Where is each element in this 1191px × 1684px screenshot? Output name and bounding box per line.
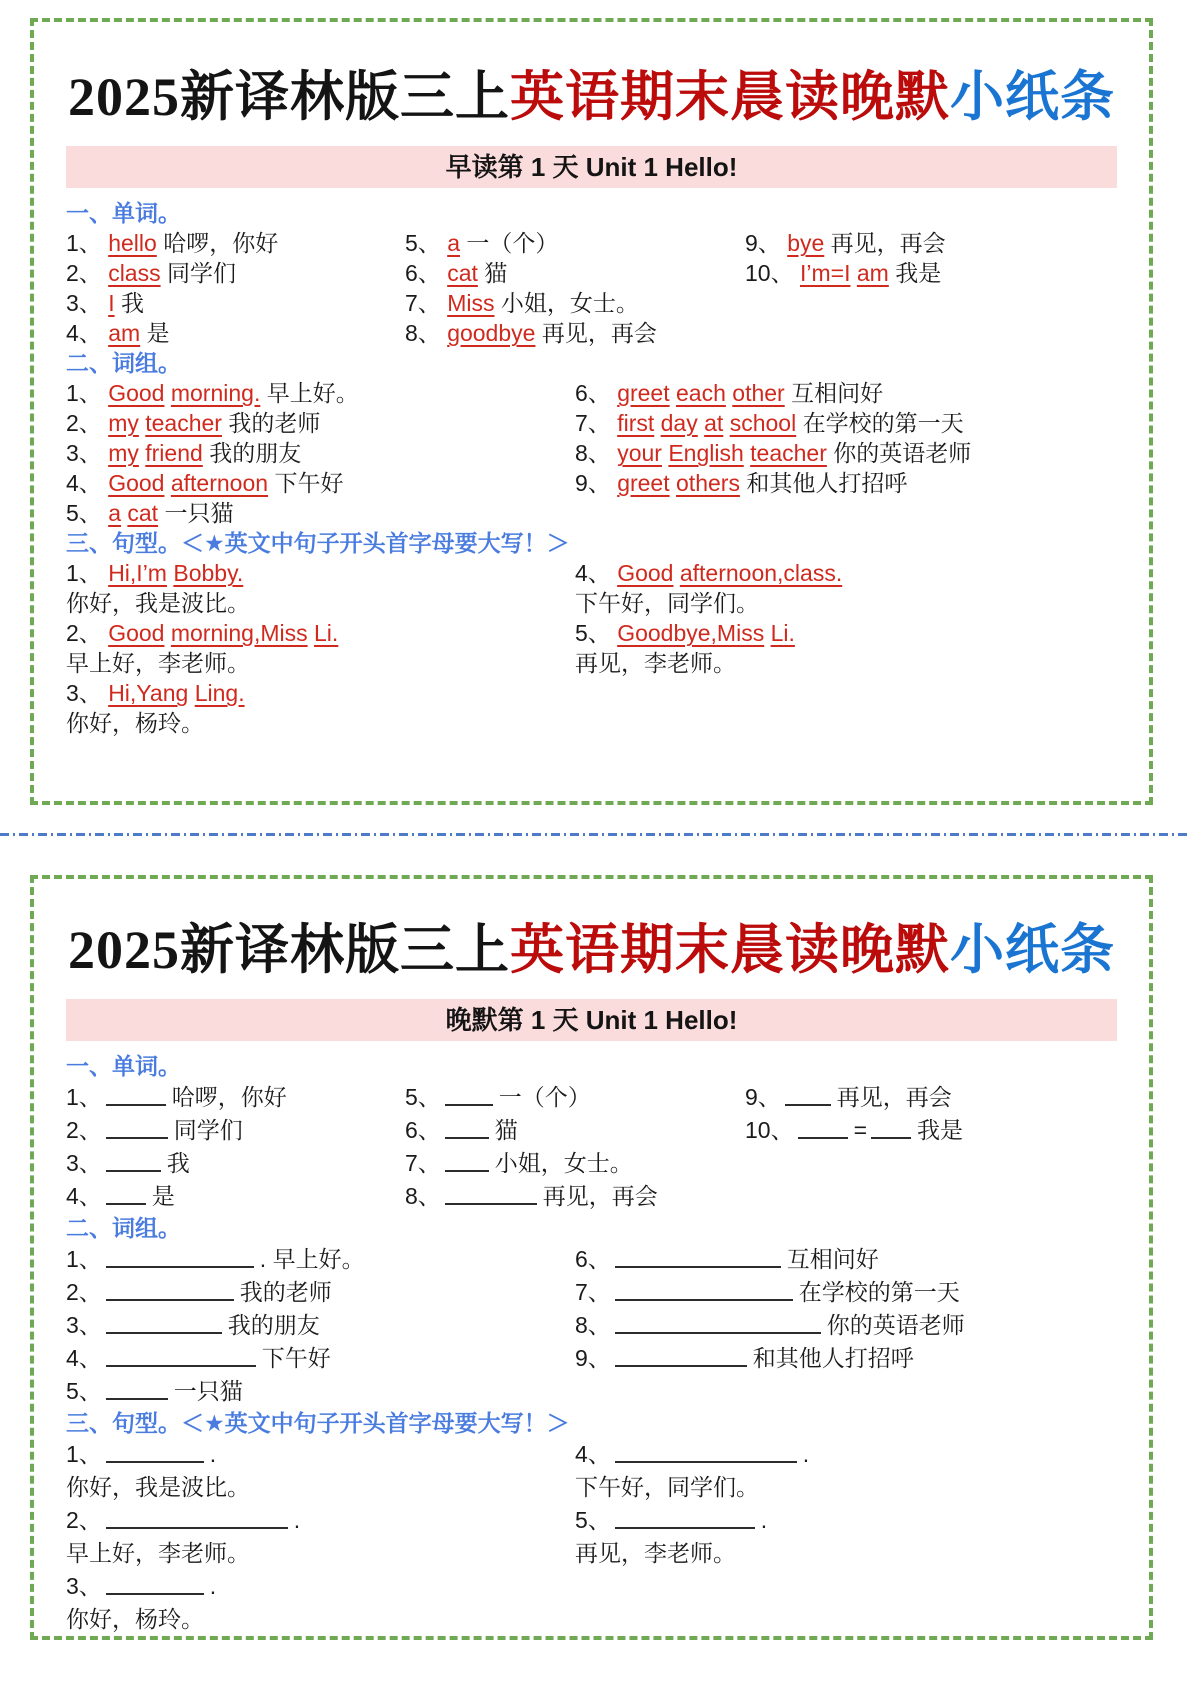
english-term: greet each other (617, 380, 785, 406)
sentence-list-col (66, 1438, 575, 1636)
chinese-text: 我的老师 (239, 1279, 332, 1305)
blank-line (798, 1118, 848, 1139)
sentence-translation: 再见，李老师。 (575, 650, 736, 676)
item-number: 10、 (745, 260, 794, 286)
english-term: Good afternoon,class. (617, 560, 843, 586)
sentence-translation: 早上好，李老师。 (66, 650, 250, 676)
chinese-text: 我的老师 (228, 410, 321, 436)
item-number: 4、 (66, 470, 102, 496)
chinese-text: 我 (166, 1150, 190, 1176)
item-number: 8、 (405, 1183, 441, 1209)
title-part-note: 小纸条 (950, 67, 1115, 127)
list-item (575, 618, 1117, 648)
item-number: 1、 (66, 1084, 102, 1110)
item-number: 4、 (575, 560, 611, 586)
blank-line (106, 1346, 256, 1367)
list-item (66, 1276, 575, 1309)
english-term: cat (447, 260, 478, 286)
sentence-translation: 下午好，同学们。 (575, 590, 759, 616)
english-term: your English teacher (617, 440, 827, 466)
english-term: my friend (108, 440, 203, 466)
blank-line (445, 1151, 489, 1172)
title-part-note: 小纸条 (950, 920, 1115, 980)
item-number: 1、 (66, 1441, 102, 1467)
chinese-text: 哈啰，你好 (163, 230, 279, 256)
word-list-col (745, 1081, 1117, 1147)
english-term: Good morning. (108, 380, 261, 406)
list-item (66, 1309, 575, 1342)
chinese-text: 你的英语老师 (833, 440, 972, 466)
sentence-translation: 你好，杨玲。 (66, 1606, 204, 1632)
chinese-text: . (209, 1441, 217, 1467)
item-number: 6、 (575, 380, 611, 406)
item-number: 9、 (575, 470, 611, 496)
list-item (66, 1342, 575, 1375)
chinese-text: 下午好 (274, 470, 344, 496)
english-term: Good afternoon (108, 470, 269, 496)
item-number: 5、 (405, 230, 441, 256)
word-list-col (66, 1081, 405, 1213)
item-number: 7、 (405, 1150, 441, 1176)
english-term: class (108, 260, 161, 286)
item-number: 4、 (66, 1345, 102, 1371)
chinese-text: 下午好 (261, 1345, 331, 1371)
english-term: am (108, 320, 141, 346)
panel-evening-dictation (30, 875, 1153, 1640)
blank-line (106, 1118, 168, 1139)
english-term: a cat (108, 500, 159, 526)
phrase-list-col (66, 1243, 575, 1408)
list-item (66, 1375, 575, 1408)
blank-line (615, 1280, 793, 1301)
chinese-text: 猫 (484, 260, 508, 286)
item-number: 10、 (745, 1117, 794, 1143)
item-number: 2、 (66, 620, 102, 646)
chinese-text: 互相问好 (786, 1246, 879, 1272)
list-item (66, 288, 405, 318)
item-number: 2、 (66, 260, 102, 286)
chinese-text: 你的英语老师 (826, 1312, 965, 1338)
list-item (66, 1147, 405, 1180)
list-item (575, 1342, 1117, 1375)
phrase-list-col (575, 378, 1117, 498)
item-number: 3、 (66, 1312, 102, 1338)
item-number: 5、 (405, 1084, 441, 1110)
blank-line (106, 1280, 234, 1301)
list-item (66, 618, 575, 648)
chinese-text: . (209, 1573, 217, 1599)
item-number: 3、 (66, 680, 102, 706)
blank-line (106, 1574, 204, 1595)
item-number: 3、 (66, 1573, 102, 1599)
blank-line (445, 1118, 489, 1139)
list-item (575, 1438, 1117, 1471)
blank-line (106, 1151, 161, 1172)
sentence-list (66, 1438, 1117, 1636)
list-item (66, 558, 575, 588)
title-part-edition: 2025新译林版三上 (68, 920, 510, 980)
list-item (575, 378, 1117, 408)
sentence-translation: 早上好，李老师。 (66, 1540, 250, 1566)
phrase-list-col (575, 1243, 1117, 1375)
blank-line (615, 1442, 797, 1463)
list-item (66, 1243, 575, 1276)
item-number: 6、 (405, 1117, 441, 1143)
word-list-col (66, 228, 405, 348)
list-item (66, 378, 575, 408)
english-term: greet others (617, 470, 740, 496)
sentence-list-col (66, 558, 575, 738)
blank-line (785, 1085, 831, 1106)
list-item (66, 438, 575, 468)
chinese-text: 哈啰，你好 (171, 1084, 287, 1110)
section-heading-phrases: 二、词组。 (66, 350, 181, 376)
page-title (66, 66, 1117, 128)
item-number: 8、 (405, 320, 441, 346)
chinese-text: 一只猫 (173, 1378, 243, 1404)
english-term: Miss (447, 290, 495, 316)
list-item (405, 288, 745, 318)
list-item (66, 228, 405, 258)
blank-line (615, 1247, 781, 1268)
list-item (745, 1081, 1117, 1114)
section-heading-words: 一、单词。 (66, 1053, 181, 1079)
cut-line-divider (0, 833, 1191, 836)
english-term: bye (787, 230, 825, 256)
list-item (575, 408, 1117, 438)
list-item (405, 1147, 745, 1180)
blank-line (615, 1313, 821, 1334)
sentence-translation: 你好，我是波比。 (66, 1474, 250, 1500)
list-item (66, 1570, 575, 1603)
chinese-text: 我是 (895, 260, 942, 286)
list-item (66, 1114, 405, 1147)
item-number: 1、 (66, 380, 102, 406)
list-item (405, 1114, 745, 1147)
chinese-text: 早上好。 (266, 380, 359, 406)
blank-line (106, 1442, 204, 1463)
chinese-text: 一（个） (466, 230, 559, 256)
word-list (66, 228, 1117, 348)
list-item (66, 1180, 405, 1213)
sentence-translation: 你好，我是波比。 (66, 590, 250, 616)
list-item (405, 228, 745, 258)
list-item (575, 1309, 1117, 1342)
english-term: Goodbye,Miss Li. (617, 620, 795, 646)
list-item (405, 318, 745, 348)
item-number: 1、 (66, 230, 102, 256)
item-number: 8、 (575, 440, 611, 466)
chinese-text: 一（个） (498, 1084, 591, 1110)
blank-line (445, 1184, 537, 1205)
chinese-text: 同学们 (166, 260, 236, 286)
day-banner: 晚默第 1 天 Unit 1 Hello! (66, 999, 1117, 1041)
chinese-text: . (760, 1507, 768, 1533)
section-heading-sentences: 三、句型。＜★英文中句子开头首字母要大写！＞ (66, 1410, 570, 1436)
english-term: Good morning,Miss Li. (108, 620, 339, 646)
section-heading-sentences: 三、句型。＜★英文中句子开头首字母要大写！＞ (66, 530, 570, 556)
item-number: 5、 (575, 620, 611, 646)
item-number: 4、 (575, 1441, 611, 1467)
chinese-text: . (802, 1441, 810, 1467)
english-term: Hi,I’m Bobby. (108, 560, 244, 586)
item-number: 2、 (66, 1279, 102, 1305)
item-number: 9、 (745, 1084, 781, 1110)
chinese-text: 和其他人打招呼 (746, 470, 908, 496)
chinese-text: 再见，再会 (541, 320, 657, 346)
panel-morning-reading (30, 18, 1153, 805)
chinese-text: 一只猫 (164, 500, 234, 526)
panel-content (66, 1051, 1117, 1636)
list-item (745, 228, 1117, 258)
list-item (66, 408, 575, 438)
english-term: I (108, 290, 115, 316)
item-number: 5、 (66, 500, 102, 526)
chinese-text: 我是 (917, 1117, 964, 1143)
word-list-col (745, 228, 1117, 288)
item-number: 2、 (66, 410, 102, 436)
title-part-subject: 英语期末晨读晚默 (510, 67, 950, 127)
list-item (575, 558, 1117, 588)
blank-line (106, 1247, 254, 1268)
blank-line (445, 1085, 493, 1106)
item-number: 7、 (575, 1279, 611, 1305)
item-number: 6、 (575, 1246, 611, 1272)
item-number: 7、 (575, 410, 611, 436)
panel-content (66, 198, 1117, 738)
chinese-text: 我的朋友 (209, 440, 302, 466)
blank-line (615, 1346, 747, 1367)
sentence-translation: 你好，杨玲。 (66, 710, 204, 736)
sentence-translation: 再见，李老师。 (575, 1540, 736, 1566)
list-item (575, 438, 1117, 468)
chinese-text: 互相问好 (791, 380, 884, 406)
item-number: 9、 (745, 230, 781, 256)
list-item (66, 318, 405, 348)
english-term: I’m=I am (799, 260, 889, 286)
chinese-text: 是 (151, 1183, 175, 1209)
sentence-list-col (575, 558, 1117, 678)
phrase-list (66, 378, 1117, 528)
phrase-list-col (66, 378, 575, 528)
item-number: 3、 (66, 1150, 102, 1176)
list-item (66, 1081, 405, 1114)
english-term: goodbye (447, 320, 536, 346)
section-heading-words: 一、单词。 (66, 200, 181, 226)
item-number: 6、 (405, 260, 441, 286)
chinese-text: 再见，再会 (542, 1183, 658, 1209)
word-list-col (405, 228, 745, 348)
item-number: 5、 (575, 1507, 611, 1533)
english-term: Hi,Yang Ling. (108, 680, 245, 706)
english-term: my teacher (108, 410, 222, 436)
blank-line (106, 1379, 168, 1400)
day-banner: 早读第 1 天 Unit 1 Hello! (66, 146, 1117, 188)
title-part-subject: 英语期末晨读晚默 (510, 920, 950, 980)
list-item (66, 1504, 575, 1537)
list-item (575, 1276, 1117, 1309)
list-item (66, 1438, 575, 1471)
chinese-text: . 早上好。 (259, 1246, 365, 1272)
chinese-text: = (853, 1117, 868, 1143)
chinese-text: 小姐，女士。 (494, 1150, 633, 1176)
chinese-text: 我的朋友 (227, 1312, 320, 1338)
list-item (405, 258, 745, 288)
blank-line (106, 1085, 166, 1106)
blank-line (106, 1508, 288, 1529)
list-item (575, 1243, 1117, 1276)
list-item (66, 468, 575, 498)
chinese-text: 同学们 (173, 1117, 243, 1143)
english-term: a (447, 230, 460, 256)
list-item (405, 1180, 745, 1213)
phrase-list (66, 1243, 1117, 1408)
blank-line (615, 1508, 755, 1529)
list-item (66, 498, 575, 528)
item-number: 8、 (575, 1312, 611, 1338)
list-item (745, 1114, 1117, 1147)
item-number: 3、 (66, 440, 102, 466)
list-item (66, 678, 575, 708)
section-heading-phrases: 二、词组。 (66, 1215, 181, 1241)
word-list (66, 1081, 1117, 1213)
item-number: 2、 (66, 1507, 102, 1533)
item-number: 4、 (66, 320, 102, 346)
item-number: 9、 (575, 1345, 611, 1371)
item-number: 7、 (405, 290, 441, 316)
list-item (575, 1504, 1117, 1537)
title-part-edition: 2025新译林版三上 (68, 67, 510, 127)
chinese-text: . (293, 1507, 301, 1533)
chinese-text: 在学校的第一天 (802, 410, 964, 436)
chinese-text: 再见，再会 (830, 230, 946, 256)
blank-line (106, 1184, 146, 1205)
list-item (575, 468, 1117, 498)
chinese-text: 小姐，女士。 (500, 290, 639, 316)
chinese-text: 是 (146, 320, 170, 346)
item-number: 5、 (66, 1378, 102, 1404)
item-number: 2、 (66, 1117, 102, 1143)
chinese-text: 再见，再会 (836, 1084, 952, 1110)
list-item (405, 1081, 745, 1114)
english-term: first day at school (617, 410, 797, 436)
english-term: hello (108, 230, 157, 256)
blank-line (871, 1118, 911, 1139)
chinese-text: 我 (120, 290, 144, 316)
blank-line (106, 1313, 222, 1334)
chinese-text: 猫 (494, 1117, 518, 1143)
chinese-text: 在学校的第一天 (798, 1279, 960, 1305)
item-number: 4、 (66, 1183, 102, 1209)
sentence-translation: 下午好，同学们。 (575, 1474, 759, 1500)
item-number: 1、 (66, 1246, 102, 1272)
list-item (745, 258, 1117, 288)
list-item (66, 258, 405, 288)
chinese-text: 和其他人打招呼 (752, 1345, 914, 1371)
item-number: 3、 (66, 290, 102, 316)
item-number: 1、 (66, 560, 102, 586)
page-title (66, 919, 1117, 981)
sentence-list-col (575, 1438, 1117, 1570)
sentence-list (66, 558, 1117, 738)
word-list-col (405, 1081, 745, 1213)
